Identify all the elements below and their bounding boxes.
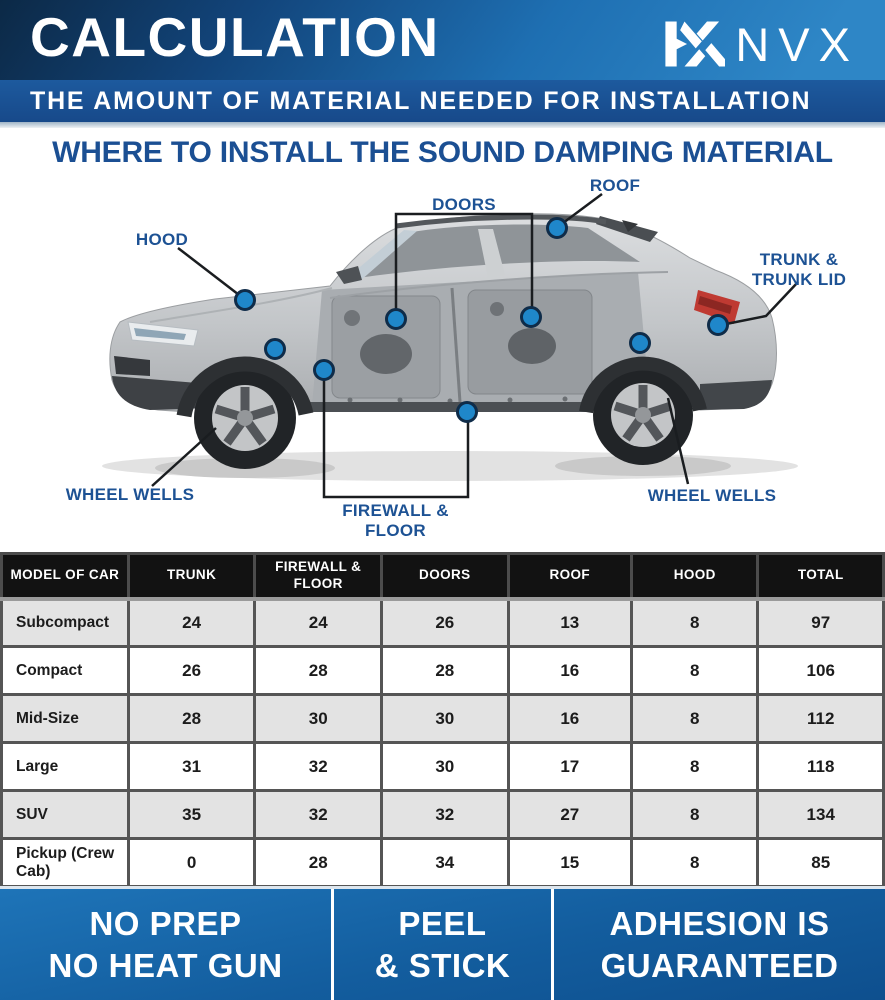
col-header-doors: DOORS	[382, 554, 509, 599]
badge-adhesion	[551, 889, 885, 1000]
col-header-roof: ROOF	[508, 554, 631, 599]
rocker-panel	[306, 402, 590, 412]
table-row	[2, 839, 884, 887]
badge-line: PEEL	[398, 905, 487, 943]
hood-label: HOOD	[135, 230, 189, 249]
table-header-row	[2, 554, 884, 599]
col-header-hood: HOOD	[632, 554, 758, 599]
model-name: Large	[2, 743, 129, 791]
value-cell: 30	[255, 695, 382, 743]
value-cell: 0	[128, 839, 255, 887]
nvx-logo	[663, 18, 859, 70]
value-cell: 35	[128, 791, 255, 839]
value-cell: 32	[255, 791, 382, 839]
total-cell: 112	[758, 695, 884, 743]
value-cell: 16	[508, 695, 631, 743]
hood-callout-line	[178, 248, 243, 298]
badge-line: ADHESION IS	[609, 905, 830, 943]
col-header-trunk: TRUNK	[128, 554, 255, 599]
value-cell: 28	[255, 839, 382, 887]
material-table	[0, 552, 885, 888]
value-cell: 28	[382, 647, 509, 695]
value-cell: 30	[382, 695, 509, 743]
callout-dot-floor	[458, 403, 477, 422]
value-cell: 13	[508, 599, 631, 647]
value-cell: 32	[255, 743, 382, 791]
wheel-wells-right-label: WHEEL WELLS	[647, 486, 777, 505]
callout-dot-rear-door	[522, 308, 541, 327]
rear-door-speaker	[490, 302, 504, 316]
model-name: Pickup (Crew Cab)	[2, 839, 129, 887]
header-divider-strip	[0, 122, 885, 128]
badge-peel-stick	[331, 889, 551, 1000]
firewall-floor-label	[328, 501, 463, 541]
callout-dot-firewall	[315, 361, 334, 380]
nvx-logo-text: NVX	[735, 17, 859, 71]
callout-dot-front-door	[387, 310, 406, 329]
value-cell: 24	[255, 599, 382, 647]
value-cell: 24	[128, 599, 255, 647]
value-cell: 30	[382, 743, 509, 791]
col-header-model: MODEL OF CAR	[2, 554, 129, 599]
sill-rivet	[508, 398, 513, 403]
model-name: Compact	[2, 647, 129, 695]
rear-door-hole	[508, 328, 556, 364]
total-cell: 118	[758, 743, 884, 791]
badge-line: NO PREP	[89, 905, 242, 943]
value-cell: 28	[255, 647, 382, 695]
total-cell: 85	[758, 839, 884, 887]
value-cell: 28	[128, 695, 255, 743]
callout-dot-front-wheel-well	[266, 340, 285, 359]
callout-dot-rear-wheel-well	[631, 334, 650, 353]
wheel-wells-left-label: WHEEL WELLS	[65, 485, 195, 504]
model-name: Mid-Size	[2, 695, 129, 743]
trunk-label-line2: TRUNK LID	[751, 270, 847, 290]
front-door-speaker	[344, 310, 360, 326]
sill-rivet	[348, 398, 353, 403]
value-cell: 15	[508, 839, 631, 887]
badge-no-prep	[0, 889, 331, 1000]
trunk-label-line1: TRUNK &	[759, 250, 839, 269]
value-cell: 8	[632, 599, 758, 647]
firewall-label-line1: FIREWALL &	[342, 501, 449, 520]
value-cell: 17	[508, 743, 631, 791]
value-cell: 34	[382, 839, 509, 887]
roof-label: ROOF	[589, 176, 641, 195]
value-cell: 8	[632, 647, 758, 695]
callout-dot-hood	[236, 291, 255, 310]
badge-line: & STICK	[374, 946, 511, 984]
trunk-label	[744, 250, 854, 290]
badge-line: NO HEAT GUN	[48, 946, 283, 984]
doors-label: DOORS	[432, 195, 496, 214]
badge-line: GUARANTEED	[600, 946, 839, 984]
table-row	[2, 599, 884, 647]
car-diagram	[0, 170, 885, 552]
total-cell: 106	[758, 647, 884, 695]
col-header-total: TOTAL	[758, 554, 884, 599]
table-row	[2, 743, 884, 791]
total-cell: 97	[758, 599, 884, 647]
total-cell: 134	[758, 791, 884, 839]
section-title: WHERE TO INSTALL THE SOUND DAMPING MATERIAL	[52, 136, 833, 169]
model-name: Subcompact	[2, 599, 129, 647]
callout-dot-roof	[548, 219, 567, 238]
value-cell: 32	[382, 791, 509, 839]
model-name: SUV	[2, 791, 129, 839]
sill-rivet	[398, 398, 403, 403]
firewall-label-line2: FLOOR	[365, 521, 426, 541]
table-row	[2, 647, 884, 695]
value-cell: 27	[508, 791, 631, 839]
header-subtitle-band	[0, 80, 885, 122]
footer-badges	[0, 886, 885, 1000]
table-row	[2, 791, 884, 839]
value-cell: 8	[632, 743, 758, 791]
value-cell: 26	[382, 599, 509, 647]
col-header-firewall-floor: FIREWALL & FLOOR	[255, 554, 382, 599]
front-door-hole	[360, 334, 412, 374]
header-banner	[0, 0, 885, 122]
value-cell: 16	[508, 647, 631, 695]
value-cell: 8	[632, 839, 758, 887]
header-subtitle: THE AMOUNT OF MATERIAL NEEDED FOR INSTALLATION	[30, 86, 812, 115]
rear-bumper	[700, 380, 772, 410]
value-cell: 26	[128, 647, 255, 695]
sill-rivet	[563, 397, 568, 402]
nvx-logo-icon	[663, 18, 725, 70]
callout-dot-trunk	[709, 316, 728, 335]
table-row	[2, 695, 884, 743]
value-cell: 31	[128, 743, 255, 791]
page-title: CALCULATION	[30, 6, 440, 68]
value-cell: 8	[632, 695, 758, 743]
value-cell: 8	[632, 791, 758, 839]
